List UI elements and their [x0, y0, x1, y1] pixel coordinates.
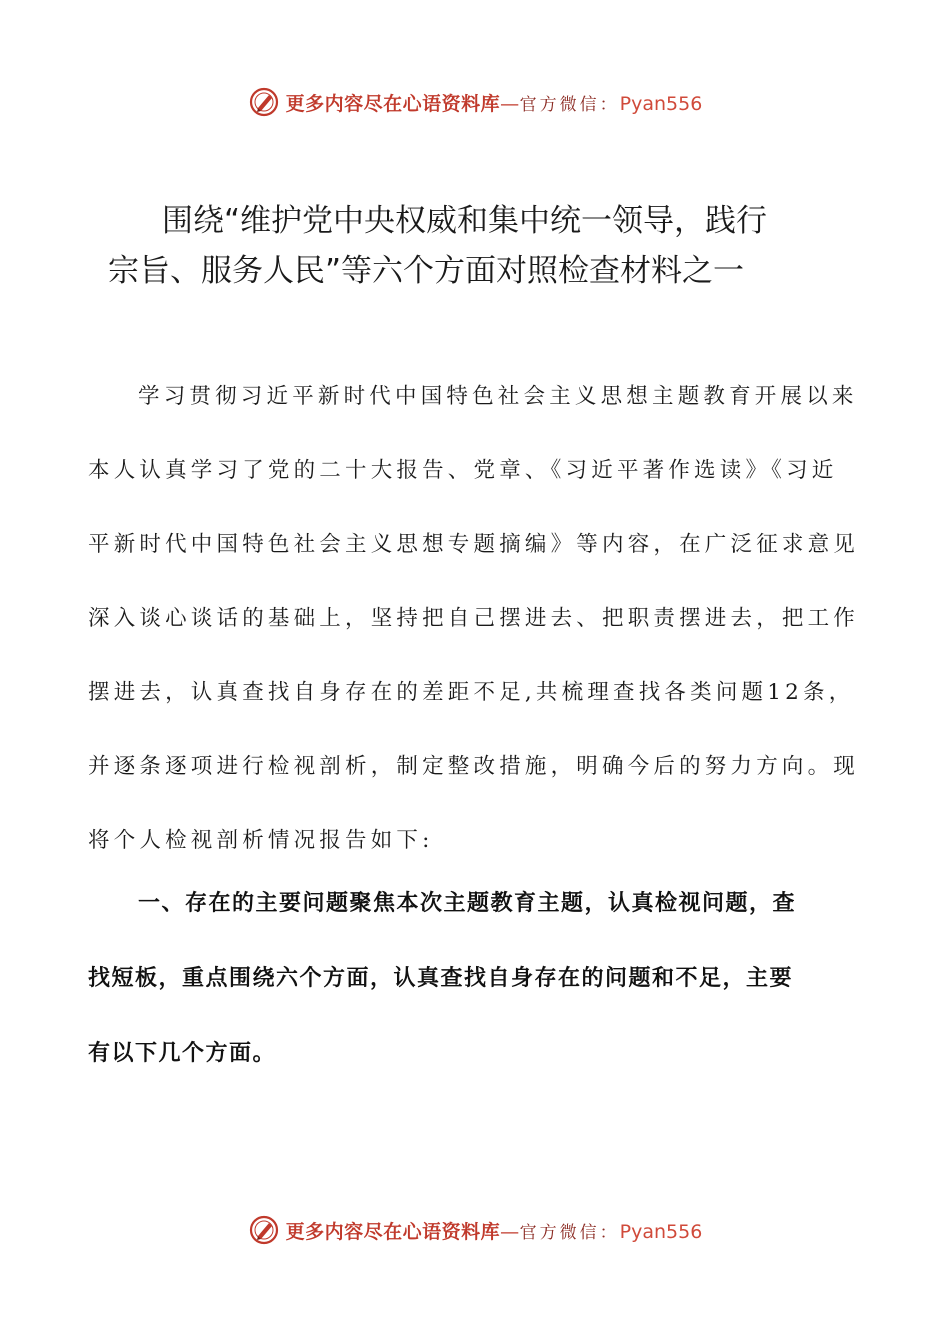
- paragraph-line: 本人认真学习了党的二十大报告、党章、《习近平著作选读》《习近: [88, 458, 838, 483]
- pen-logo-icon: [248, 86, 280, 118]
- paragraph-line: 学习贯彻习近平新时代中国特色社会主义思想主题教育开展以来: [138, 384, 858, 409]
- banner-wechat-id: Pyan556: [619, 1220, 703, 1243]
- banner-label: 官方微信：: [519, 1222, 620, 1243]
- banner-text: [286, 1217, 703, 1244]
- paragraph-line: 并逐条逐项进行检视剖析，制定整改措施，明确今后的努力方向。现: [88, 754, 860, 779]
- section-line: 找短板，重点围绕六个方面，认真查找自身存在的问题和不足，主要: [88, 966, 794, 991]
- document-title: [90, 196, 870, 296]
- pen-logo-icon: [248, 1214, 280, 1246]
- paragraph-line: 将个人检视剖析情况报告如下:: [88, 828, 434, 853]
- banner-separator: —: [500, 1220, 520, 1243]
- title-line-2: 宗旨、服务人民”等六个方面对照检查材料之一: [108, 253, 745, 289]
- banner-brand: 更多内容尽在心语资料库: [285, 92, 501, 115]
- section-line: 一、存在的主要问题聚焦本次主题教育主题，认真检视问题，查: [138, 891, 797, 916]
- footer-banner: [0, 1210, 950, 1250]
- intro-paragraph: [88, 360, 864, 878]
- banner-separator: —: [500, 92, 520, 115]
- title-line-1: 围绕“维护党中央权威和集中统一领导，践行: [162, 203, 768, 239]
- banner-wechat-id: Pyan556: [619, 92, 703, 115]
- paragraph-line: 平新时代中国特色社会主义思想专题摘编》等内容，在广泛征求意见: [88, 532, 860, 557]
- banner-label: 官方微信：: [519, 94, 620, 115]
- paragraph-line: 深入谈心谈话的基础上，坚持把自己摆进去、把职责摆进去，把工作: [88, 606, 860, 631]
- section-1-heading: [88, 866, 868, 1091]
- banner-brand: 更多内容尽在心语资料库: [285, 1220, 501, 1243]
- section-line: 有以下几个方面。: [88, 1041, 277, 1066]
- header-banner: [0, 82, 950, 122]
- paragraph-line: 摆进去，认真查找自身存在的差距不足,共梳理查找各类问题12条，: [88, 680, 855, 705]
- banner-text: [286, 89, 703, 116]
